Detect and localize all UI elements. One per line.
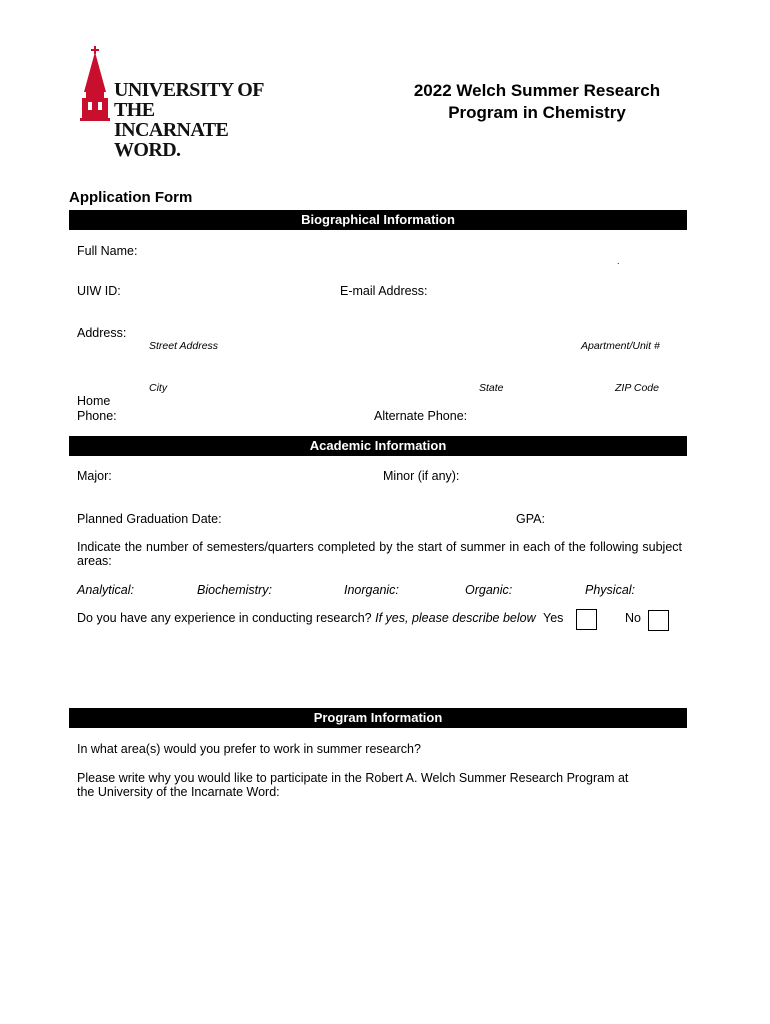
- subject-biochemistry: Biochemistry:: [197, 583, 273, 597]
- yes-label: Yes: [543, 611, 564, 625]
- title-line2: Program in Chemistry: [448, 103, 626, 122]
- document-title: [372, 80, 702, 124]
- section-bar-academic: Academic Information: [69, 436, 687, 456]
- research-question-text: Do you have any experience in conducting research?: [77, 611, 372, 625]
- address-label: Address:: [77, 326, 127, 340]
- home-phone-label-line2: Phone:: [77, 409, 117, 423]
- title-line1: 2022 Welch Summer Research: [413, 81, 661, 100]
- area-question: In what area(s) would you prefer to work in summer research?: [77, 742, 421, 756]
- subject-organic: Organic:: [465, 583, 513, 597]
- yes-checkbox[interactable]: [576, 609, 597, 630]
- home-phone-label-line1: Home: [77, 394, 111, 408]
- university-logo: [80, 46, 270, 161]
- major-label: Major:: [77, 469, 112, 483]
- period-mark: .: [617, 256, 620, 266]
- graduation-date-label: Planned Graduation Date:: [77, 512, 222, 526]
- form-heading: Application Form: [69, 189, 193, 206]
- gpa-label: GPA:: [516, 512, 545, 526]
- section-bar-program: Program Information: [69, 708, 687, 728]
- subject-inorganic: Inorganic:: [344, 583, 399, 597]
- apartment-unit-hint: Apartment/Unit #: [581, 340, 660, 352]
- alternate-phone-label: Alternate Phone:: [374, 409, 468, 423]
- email-label: E-mail Address:: [340, 284, 428, 298]
- research-question: [77, 611, 536, 625]
- uiw-id-label: UIW ID:: [77, 284, 121, 298]
- street-address-hint: Street Address: [149, 340, 219, 352]
- subject-analytical: Analytical:: [77, 583, 134, 597]
- no-label: No: [625, 611, 641, 625]
- state-hint: State: [479, 382, 504, 394]
- semesters-instruction: Indicate the number of semesters/quarters completed by the start of summer in each of the following subject areas:: [77, 540, 682, 568]
- why-question: Please write why you would like to participate in the Robert A. Welch Summer Research Program at the University of the Incarnate Word:: [77, 771, 629, 799]
- city-hint: City: [149, 382, 168, 394]
- logo-text-line1: UNIVERSITY OF THE: [114, 79, 264, 121]
- research-question-hint: If yes, please describe below: [375, 611, 536, 625]
- subject-physical: Physical:: [585, 583, 636, 597]
- section-bar-biographical: Biographical Information: [69, 210, 687, 230]
- no-checkbox[interactable]: [648, 610, 669, 631]
- zip-code-hint: ZIP Code: [615, 382, 659, 394]
- minor-label: Minor (if any):: [383, 469, 460, 483]
- tower-icon: [80, 46, 114, 122]
- logo-text-line2: INCARNATE WORD.: [114, 119, 229, 161]
- full-name-label: Full Name:: [77, 244, 138, 258]
